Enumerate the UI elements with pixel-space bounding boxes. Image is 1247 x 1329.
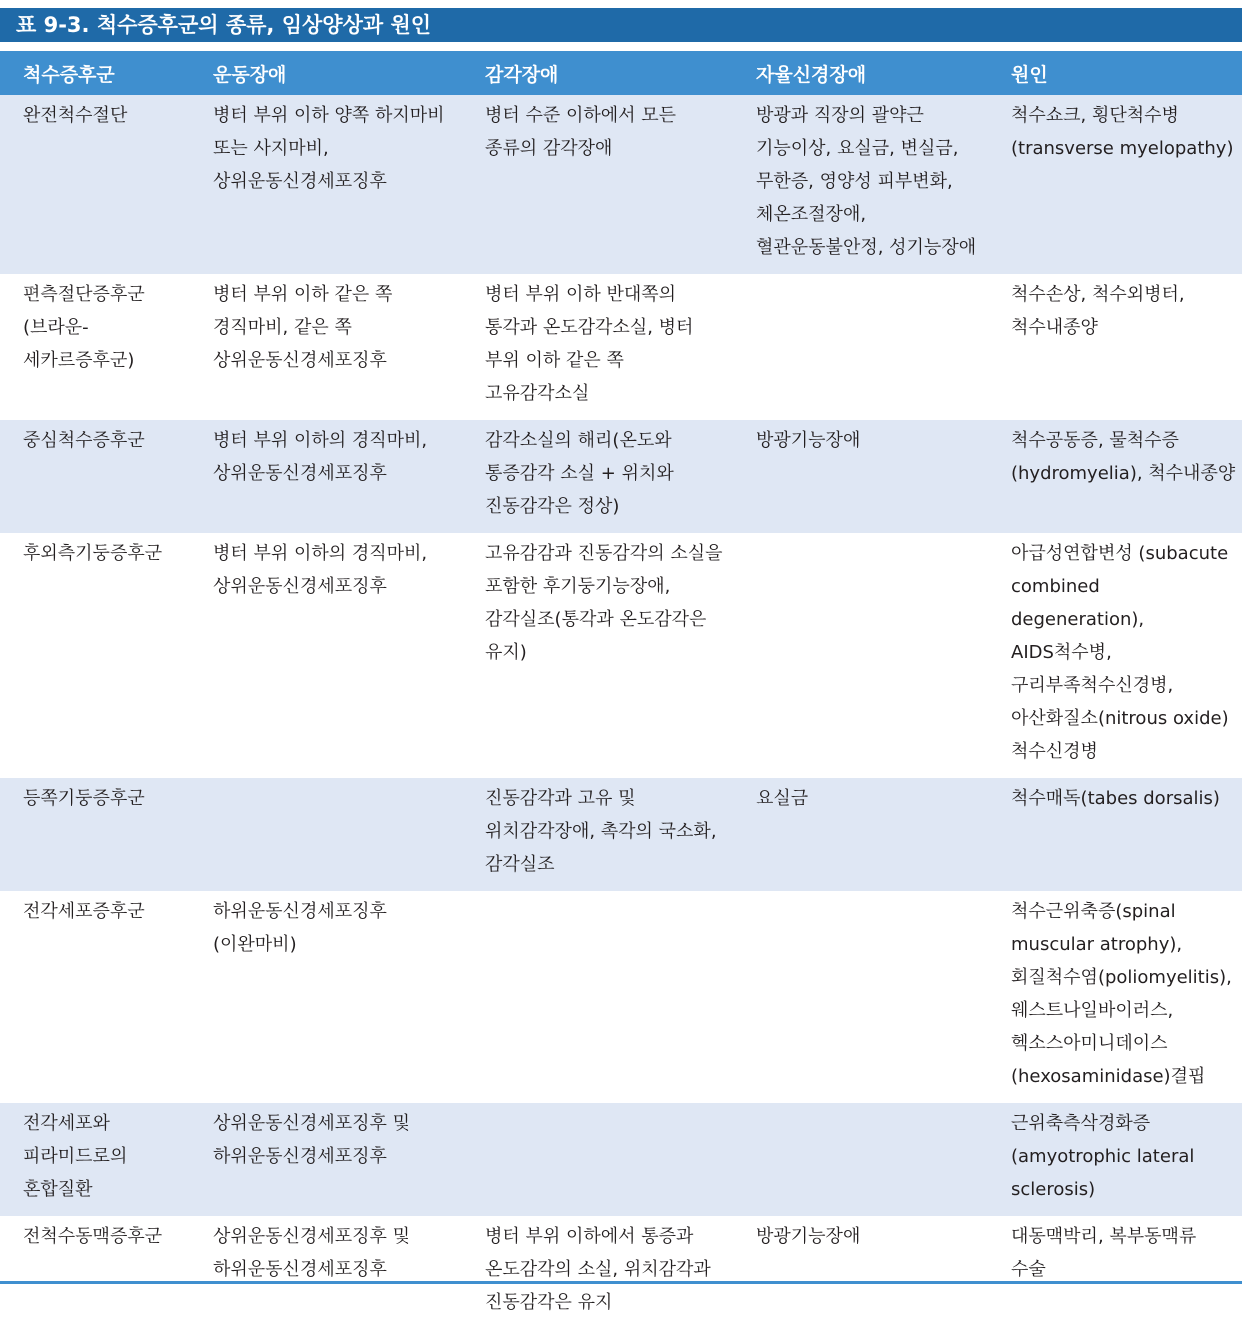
cell-motor: 상위운동신경세포징후 및 하위운동신경세포징후 [196, 1216, 468, 1329]
cell-syndrome: 등쪽기둥증후군 [0, 778, 196, 891]
cell-autonomic: 방광기능장애 [739, 1216, 994, 1329]
cell-sensory: 진동감각과 고유 및 위치감각장애, 촉각의 국소화, 감각실조 [468, 778, 739, 891]
cell-motor: 병터 부위 이하의 경직마비, 상위운동신경세포징후 [196, 420, 468, 533]
table-row [0, 1103, 1242, 1216]
cell-syndrome: 편측절단증후군 (브라운-세카르증후군) [0, 274, 196, 420]
table-row [0, 420, 1242, 533]
cell-sensory [468, 891, 739, 1103]
cell-motor: 병터 부위 이하 양쪽 하지마비 또는 사지마비, 상위운동신경세포징후 [196, 95, 468, 274]
cell-cause: 대동맥박리, 복부동맥류 수술 [994, 1216, 1242, 1329]
cell-autonomic: 방광기능장애 [739, 420, 994, 533]
cell-autonomic [739, 533, 994, 778]
header-autonomic: 자율신경장애 [739, 51, 994, 95]
cell-cause: 척수손상, 척수외병터, 척수내종양 [994, 274, 1242, 420]
cell-syndrome: 전척수동맥증후군 [0, 1216, 196, 1329]
cell-syndrome: 중심척수증후군 [0, 420, 196, 533]
cell-motor [196, 778, 468, 891]
header-syndrome: 척수증후군 [0, 51, 196, 95]
cell-sensory: 감각소실의 해리(온도와 통증감각 소실 + 위치와 진동감각은 정상) [468, 420, 739, 533]
cell-cause: 척수공동증, 물척수증 (hydromyelia), 척수내종양 [994, 420, 1242, 533]
header-cause: 원인 [994, 51, 1242, 95]
cell-syndrome: 후외측기둥증후군 [0, 533, 196, 778]
table-row [0, 95, 1242, 274]
cell-autonomic: 방광과 직장의 괄약근 기능이상, 요실금, 변실금, 무한증, 영양성 피부변화, 체온조절장애, 혈관운동불안정, 성기능장애 [739, 95, 994, 274]
cell-autonomic [739, 1103, 994, 1216]
cell-cause: 척수매독(tabes dorsalis) [994, 778, 1242, 891]
header-sensory: 감각장애 [468, 51, 739, 95]
cell-motor: 하위운동신경세포징후(이완마비) [196, 891, 468, 1103]
cell-syndrome: 전각세포와 피라미드로의 혼합질환 [0, 1103, 196, 1216]
cell-autonomic: 요실금 [739, 778, 994, 891]
cell-autonomic [739, 891, 994, 1103]
table-row [0, 891, 1242, 1103]
table-title: 표 9-3. 척수증후군의 종류, 임상양상과 원인 [0, 8, 1242, 42]
cell-motor: 상위운동신경세포징후 및 하위운동신경세포징후 [196, 1103, 468, 1216]
cell-motor: 병터 부위 이하의 경직마비, 상위운동신경세포징후 [196, 533, 468, 778]
cell-syndrome: 완전척수절단 [0, 95, 196, 274]
cell-sensory: 고유감감과 진동감각의 소실을 포함한 후기둥기능장애, 감각실조(통각과 온도감각은 유지) [468, 533, 739, 778]
table-header-row [0, 51, 1242, 95]
cell-motor: 병터 부위 이하 같은 쪽 경직마비, 같은 쪽 상위운동신경세포징후 [196, 274, 468, 420]
table-row [0, 1216, 1242, 1329]
cell-cause: 아급성연합변성 (subacute combined degeneration), AIDS척수병, 구리부족척수신경병, 아산화질소(nitrous oxide)척수신경병 [994, 533, 1242, 778]
cell-sensory: 병터 부위 이하에서 통증과 온도감각의 소실, 위치감각과 진동감각은 유지 [468, 1216, 739, 1329]
table-bottom-rule [0, 1281, 1242, 1284]
cell-sensory: 병터 수준 이하에서 모든 종류의 감각장애 [468, 95, 739, 274]
cell-sensory: 병터 부위 이하 반대쪽의 통각과 온도감각소실, 병터 부위 이하 같은 쪽 고유감각소실 [468, 274, 739, 420]
cell-cause: 척수쇼크, 횡단척수병 (transverse myelopathy) [994, 95, 1242, 274]
cell-cause: 근위축측삭경화증 (amyotrophic lateral sclerosis) [994, 1103, 1242, 1216]
cell-cause: 척수근위축증(spinal muscular atrophy), 회질척수염(poliomyelitis), 웨스트나일바이러스, 헥소스아미니데이스 (hexosaminidase)결핍 [994, 891, 1242, 1103]
spinal-syndrome-table [0, 51, 1242, 1329]
table-row [0, 274, 1242, 420]
cell-autonomic [739, 274, 994, 420]
table-row [0, 778, 1242, 891]
header-motor: 운동장애 [196, 51, 468, 95]
table-row [0, 533, 1242, 778]
cell-sensory [468, 1103, 739, 1216]
cell-syndrome: 전각세포증후군 [0, 891, 196, 1103]
